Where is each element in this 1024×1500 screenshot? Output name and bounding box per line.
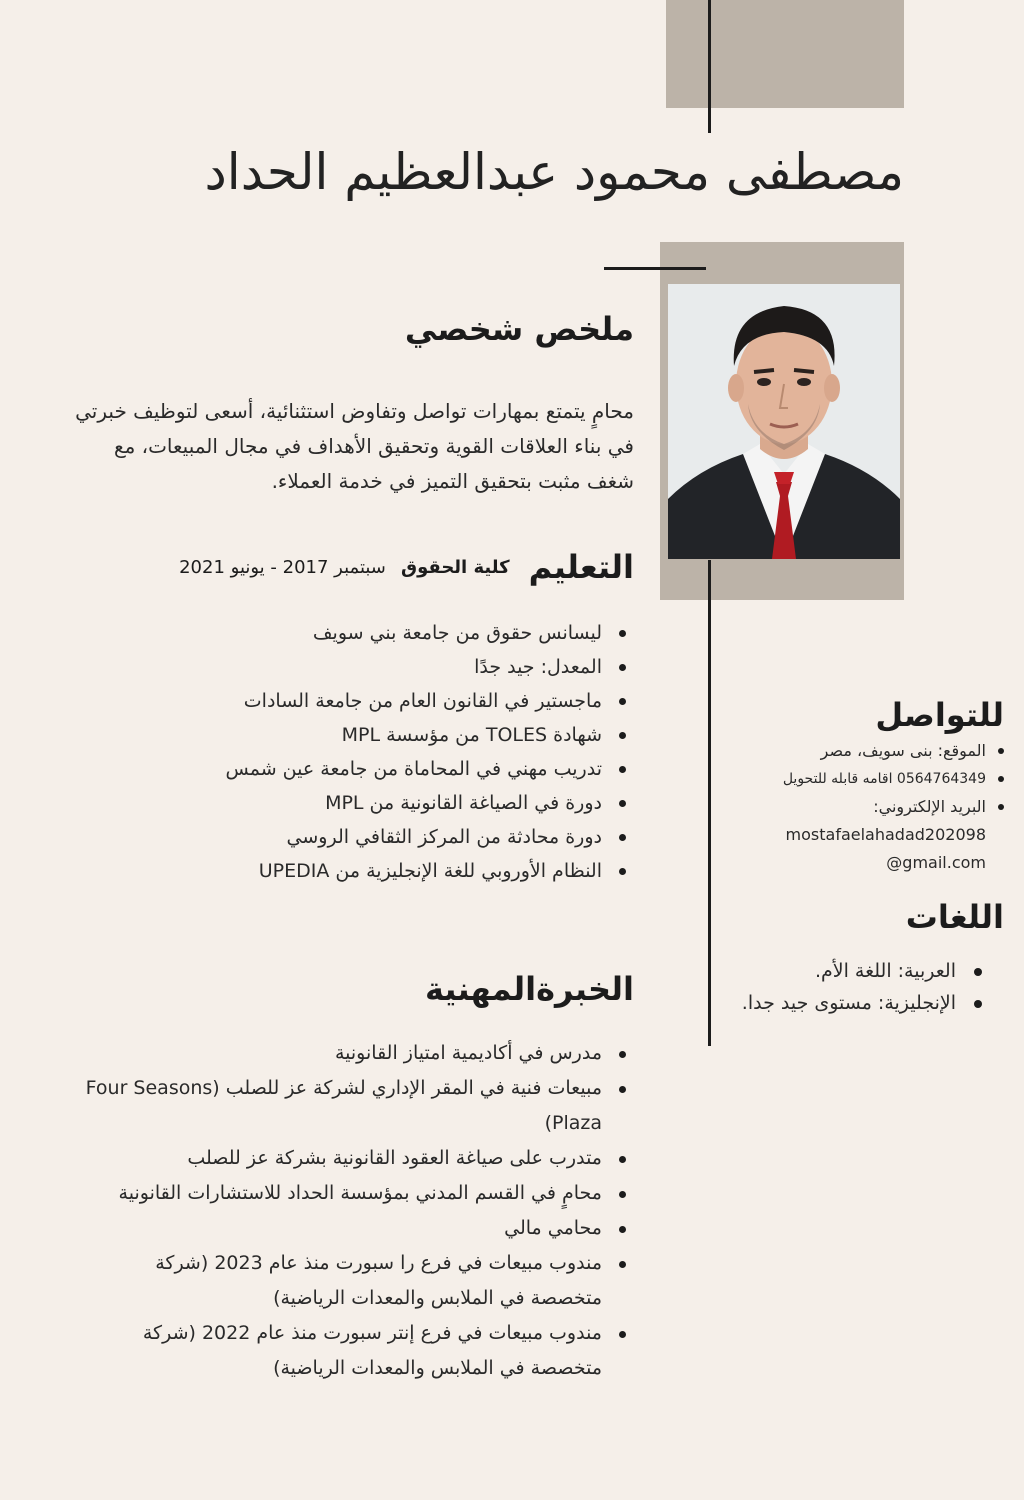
experience-list xyxy=(82,1036,626,1386)
decorative-vertical-line xyxy=(708,0,711,133)
list-item: محامي مالي xyxy=(82,1211,602,1246)
experience-heading: الخبرةالمهنية xyxy=(425,970,634,1008)
email-line-2[interactable]: @gmail.com xyxy=(886,853,986,872)
list-item: العربية: اللغة الأم. xyxy=(656,955,956,987)
list-item: دورة محادثة من المركز الثقافي الروسي xyxy=(152,820,602,854)
profile-photo xyxy=(668,284,900,559)
contact-heading: للتواصل xyxy=(875,696,1004,734)
contact-location: الموقع: بنى سويف، مصر xyxy=(696,737,986,765)
education-list xyxy=(152,616,626,888)
education-dates: سبتمبر 2017 - يونيو 2021 xyxy=(179,556,386,578)
list-item: مندوب مبيعات في فرع را سبورت منذ عام 2023 (شركة متخصصة في الملابس والمعدات الرياضية) xyxy=(82,1246,602,1316)
contact-phone: 0564764349 اقامه قابله للتحويل xyxy=(696,765,986,793)
list-item: متدرب على صياغة العقود القانونية بشركة عز للصلب xyxy=(82,1141,602,1176)
languages-list xyxy=(656,955,982,1019)
list-item: المعدل: جيد جدًا xyxy=(152,650,602,684)
decorative-top-block xyxy=(666,0,904,108)
candidate-name: مصطفى محمود عبدالعظيم الحداد xyxy=(204,143,904,201)
list-item: ماجستير في القانون العام من جامعة السادات xyxy=(152,684,602,718)
decorative-horizontal-line xyxy=(604,267,706,270)
education-heading: التعليم xyxy=(528,548,634,586)
list-item: دورة في الصياغة القانونية من MPL xyxy=(152,786,602,820)
education-school: كلية الحقوق xyxy=(400,556,510,578)
list-item: محامٍ في القسم المدني بمؤسسة الحداد للاستشارات القانونية xyxy=(82,1176,602,1211)
summary-heading: ملخص شخصي xyxy=(404,310,634,348)
summary-paragraph: محامٍ يتمتع بمهارات تواصل وتفاوض استثنائية، أسعى لتوظيف خبرتي في بناء العلاقات القوية وتحقيق الأهداف في مجال المبيعات، مع شغف مثبت بتحقيق التميز في خدمة العملاء. xyxy=(75,399,634,493)
list-item: مبيعات فنية في المقر الإداري لشركة عز للصلب (Four Seasons Plaza) xyxy=(82,1071,602,1141)
list-item: مدرس في أكاديمية امتياز القانونية xyxy=(82,1036,602,1071)
list-item: تدريب مهني في المحاماة من جامعة عين شمس xyxy=(152,752,602,786)
list-item: مندوب مبيعات في فرع إنتر سبورت منذ عام 2022 (شركة متخصصة في الملابس والمعدات الرياضية) xyxy=(82,1316,602,1386)
education-header xyxy=(114,548,634,586)
email-line-1[interactable]: mostafaelahadad202098 xyxy=(785,825,986,844)
list-item: ليسانس حقوق من جامعة بني سويف xyxy=(152,616,602,650)
list-item: النظام الأوروبي للغة الإنجليزية من UPEDIA xyxy=(152,854,602,888)
portrait-image xyxy=(668,284,900,559)
list-item: الإنجليزية: مستوى جيد جدا. xyxy=(656,987,956,1019)
contact-email[interactable] xyxy=(696,793,986,877)
languages-heading: اللغات xyxy=(905,898,1004,936)
email-label: البريد الإلكتروني: xyxy=(873,797,986,816)
contact-list xyxy=(696,737,1004,877)
list-item: شهادة TOLES من مؤسسة MPL xyxy=(152,718,602,752)
